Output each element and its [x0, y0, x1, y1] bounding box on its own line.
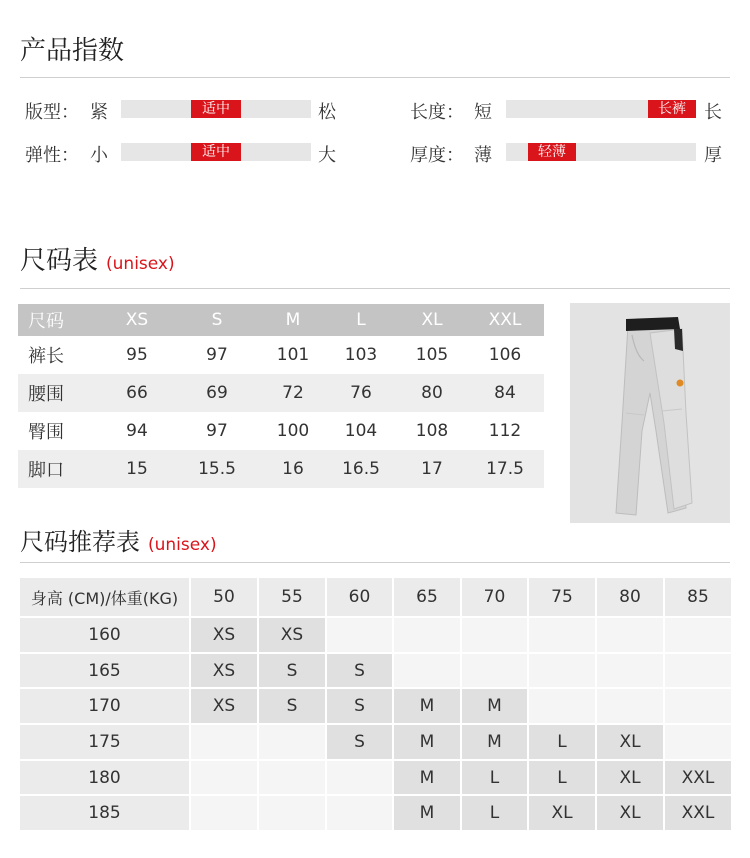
- size-cell: 15: [102, 450, 172, 488]
- rec-size-cell: [665, 689, 733, 725]
- table-row: [18, 336, 544, 374]
- rec-size-cell: [462, 654, 529, 690]
- rec-size-cell: [259, 725, 327, 761]
- product-index-title-text: 产品指数: [20, 36, 125, 66]
- table-row: [20, 654, 733, 690]
- rec-size-cell: L: [462, 796, 529, 832]
- rec-header-axis-label: 身高 (CM)/体重(KG): [20, 578, 191, 618]
- size-header-cell: XL: [398, 304, 466, 336]
- size-cell: 72: [262, 374, 324, 412]
- height-cell: 175: [20, 725, 191, 761]
- table-row: [18, 374, 544, 412]
- index-bar-thickness: [506, 143, 696, 161]
- size-chart-title: [20, 240, 175, 277]
- rec-size-cell: [597, 618, 665, 654]
- rec-size-cell: XL: [529, 796, 597, 832]
- size-chart-subtitle: (unisex): [106, 254, 175, 274]
- size-cell: 97: [206, 421, 228, 441]
- size-cell: 69: [172, 374, 262, 412]
- height-cell: 180: [20, 761, 191, 797]
- index-max-thickness: 厚: [704, 145, 722, 166]
- rec-size-cell: XS: [259, 618, 327, 654]
- rec-size-cell: [597, 654, 665, 690]
- size-cell: 101: [276, 345, 310, 365]
- index-label-fit: 版型：: [25, 102, 79, 123]
- weight-header-cell: 65: [394, 578, 462, 618]
- size-cell: 95: [126, 345, 148, 365]
- divider: [20, 77, 730, 78]
- rec-size-cell: S: [259, 654, 327, 690]
- rec-size-cell: [327, 761, 394, 797]
- rec-size-cell: [394, 654, 462, 690]
- size-row-label: 臀围: [28, 422, 64, 443]
- index-label-elasticity: 弹性：: [25, 145, 79, 166]
- weight-header-cell: 60: [327, 578, 394, 618]
- size-header-cell: XS: [102, 304, 172, 336]
- table-row: [20, 796, 733, 832]
- size-recommendation-subtitle: (unisex): [148, 535, 217, 555]
- table-row: [20, 761, 733, 797]
- index-max-length: 长: [704, 102, 722, 123]
- rec-size-cell: [665, 618, 733, 654]
- index-marker-elasticity: 适中: [191, 143, 241, 161]
- weight-header-cell: 85: [665, 578, 733, 618]
- divider: [20, 288, 730, 289]
- rec-size-cell: [529, 618, 597, 654]
- rec-size-cell: [394, 618, 462, 654]
- size-cell: 112: [488, 421, 522, 441]
- rec-size-cell: S: [259, 689, 327, 725]
- rec-size-cell: L: [462, 761, 529, 797]
- index-marker-thickness: 轻薄: [528, 143, 576, 161]
- size-header-cell: 尺码: [18, 304, 102, 336]
- size-cell: 97: [206, 345, 228, 365]
- size-cell: 16.5: [324, 450, 398, 488]
- rec-size-cell: M: [462, 689, 529, 725]
- size-row-label: 裤长: [28, 346, 64, 367]
- rec-size-cell: XS: [191, 689, 259, 725]
- rec-size-cell: M: [394, 725, 462, 761]
- rec-size-cell: XS: [191, 618, 259, 654]
- size-header-cell: L: [324, 304, 398, 336]
- size-cell: 16: [262, 450, 324, 488]
- size-row-label: 脚口: [18, 450, 102, 488]
- index-min-fit: 紧: [90, 102, 108, 123]
- rec-size-cell: L: [529, 725, 597, 761]
- rec-size-cell: M: [462, 725, 529, 761]
- table-row: [20, 618, 733, 654]
- product-photo: [570, 303, 730, 523]
- table-row: [20, 689, 733, 725]
- index-min-thickness: 薄: [474, 145, 492, 166]
- size-cell: 100: [276, 421, 310, 441]
- height-cell: 185: [20, 796, 191, 832]
- rec-size-cell: M: [394, 796, 462, 832]
- height-cell: 160: [20, 618, 191, 654]
- size-cell: 104: [344, 421, 378, 441]
- divider: [20, 562, 730, 563]
- size-cell: 108: [415, 421, 449, 441]
- size-cell: 103: [344, 345, 378, 365]
- weight-header-cell: 55: [259, 578, 327, 618]
- size-header-cell: S: [172, 304, 262, 336]
- rec-size-cell: [191, 761, 259, 797]
- rec-size-cell: XS: [191, 654, 259, 690]
- size-table: [18, 304, 544, 488]
- rec-size-cell: XL: [597, 796, 665, 832]
- size-header-cell: M: [262, 304, 324, 336]
- rec-size-cell: [327, 618, 394, 654]
- size-row-label: 腰围: [18, 374, 102, 412]
- weight-header-cell: 70: [462, 578, 529, 618]
- rec-size-cell: [327, 796, 394, 832]
- size-recommendation-table: [20, 578, 733, 832]
- table-row: [18, 450, 544, 488]
- size-cell: 80: [398, 374, 466, 412]
- rec-size-cell: XL: [597, 725, 665, 761]
- rec-size-cell: M: [394, 689, 462, 725]
- size-header-cell: XXL: [466, 304, 544, 336]
- rec-size-cell: [529, 654, 597, 690]
- rec-size-cell: [597, 689, 665, 725]
- weight-header-cell: 50: [191, 578, 259, 618]
- rec-size-cell: M: [394, 761, 462, 797]
- rec-size-cell: S: [327, 725, 394, 761]
- index-min-elasticity: 小: [90, 145, 108, 166]
- size-cell: 106: [488, 345, 522, 365]
- size-cell: 17: [398, 450, 466, 488]
- rec-size-cell: [462, 618, 529, 654]
- rec-size-cell: [259, 796, 327, 832]
- size-cell: 66: [102, 374, 172, 412]
- size-recommendation-title: [20, 522, 217, 557]
- index-bar-elasticity: [121, 143, 311, 161]
- pants-illustration-icon: [570, 303, 730, 523]
- index-max-elasticity: 大: [318, 145, 336, 166]
- height-cell: 165: [20, 654, 191, 690]
- rec-size-cell: [529, 689, 597, 725]
- index-bar-length: [506, 100, 696, 118]
- index-marker-length: 长裤: [648, 100, 696, 118]
- size-recommendation-title-text: 尺码推荐表: [20, 528, 140, 556]
- size-cell: 15.5: [172, 450, 262, 488]
- size-cell: 94: [126, 421, 148, 441]
- index-min-length: 短: [474, 102, 492, 123]
- height-cell: 170: [20, 689, 191, 725]
- size-cell: 105: [415, 345, 449, 365]
- table-row: [20, 725, 733, 761]
- size-table-header: [18, 304, 544, 336]
- rec-size-cell: S: [327, 654, 394, 690]
- index-label-thickness: 厚度：: [410, 145, 464, 166]
- table-row: [18, 412, 544, 450]
- size-chart-title-text: 尺码表: [20, 246, 99, 276]
- size-cell: 76: [324, 374, 398, 412]
- product-index-title: [20, 30, 124, 67]
- weight-header-cell: 80: [597, 578, 665, 618]
- index-label-length: 长度：: [410, 102, 464, 123]
- index-marker-fit: 适中: [191, 100, 241, 118]
- rec-size-cell: [191, 725, 259, 761]
- rec-size-cell: [665, 654, 733, 690]
- rec-size-cell: XL: [597, 761, 665, 797]
- rec-size-cell: S: [327, 689, 394, 725]
- rec-size-cell: [665, 725, 733, 761]
- weight-header-cell: 75: [529, 578, 597, 618]
- size-cell: 84: [466, 374, 544, 412]
- index-bar-fit: [121, 100, 311, 118]
- rec-size-cell: XXL: [665, 761, 733, 797]
- index-max-fit: 松: [318, 102, 336, 123]
- rec-size-cell: L: [529, 761, 597, 797]
- size-cell: 17.5: [466, 450, 544, 488]
- rec-table-header: [20, 578, 733, 618]
- rec-size-cell: XXL: [665, 796, 733, 832]
- rec-size-cell: [259, 761, 327, 797]
- rec-size-cell: [191, 796, 259, 832]
